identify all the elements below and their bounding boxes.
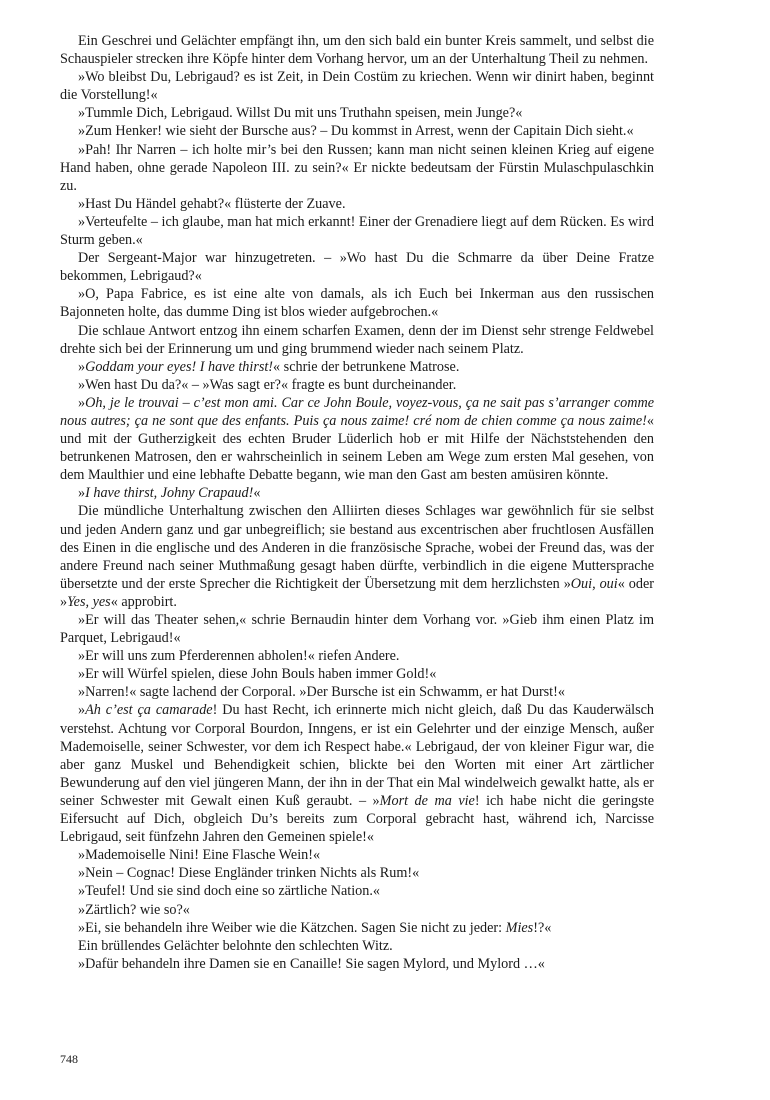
paragraph: [60, 32, 654, 68]
paragraph: [60, 882, 654, 900]
paragraph: [60, 249, 654, 285]
paragraph: [60, 683, 654, 701]
paragraph: [60, 122, 654, 140]
text-run: »Narren!« sagte lachend der Corporal. »Der Bursche ist ein Schwamm, er hat Durst!«: [78, 684, 565, 701]
paragraph: [60, 376, 654, 394]
paragraph: [60, 864, 654, 882]
italic-text: Yes, yes: [67, 593, 111, 610]
text-run: »Hast Du Händel gehabt?« flüsterte der Zuave.: [78, 195, 346, 212]
paragraph: [60, 68, 654, 104]
text-run: »Wen hast Du da?« – »Was sagt er?« fragte es bunt durcheinander.: [78, 376, 457, 393]
italic-text: Oh, je le trouvai – c’est mon ami. Car ce John Boule, voyez-vous, ça ne sait pas s’arranger comme nous autres; ça ne sont que des enfants. Puis ça nous zaime! cré nom de chien comme ça nous zaime!: [60, 394, 654, 429]
paragraph: [60, 213, 654, 249]
text-run: »Tummle Dich, Lebrigaud. Willst Du mit uns Truthahn speisen, mein Junge?«: [78, 105, 523, 122]
paragraph: [60, 141, 654, 195]
body-text: [60, 32, 654, 973]
paragraph: [60, 846, 654, 864]
text-run: »Ei, sie behandeln ihre Weiber wie die Kätzchen. Sagen Sie nicht zu jeder:: [78, 919, 506, 936]
paragraph: [60, 937, 654, 955]
text-run: »Teufel! Und sie sind doch eine so zärtliche Nation.«: [78, 883, 380, 900]
text-run: »Pah! Ihr Narren – ich holte mir’s bei den Russen; kann man nicht seinen kleinen Krieg auf eigene Hand haben, ohne gerade Napoleon III. zu sein?« Er nickte bedeutsam der Fürstin Mulaschpulaschkin zu.: [60, 141, 654, 194]
text-run: »Zärtlich? wie so?«: [78, 901, 190, 918]
text-run: !?«: [533, 919, 552, 936]
italic-text: Ah c’est ça camarade: [85, 702, 213, 719]
paragraph: [60, 611, 654, 647]
paragraph: [60, 901, 654, 919]
paragraph: [60, 502, 654, 611]
text-run: »: [78, 358, 86, 375]
text-run: «: [253, 485, 261, 502]
paragraph: [60, 195, 654, 213]
text-run: »Er will das Theater sehen,« schrie Bernaudin hinter dem Vorhang vor. »Gieb ihm einen Platz im Parquet, Lebrigaud!«: [60, 612, 654, 647]
paragraph: [60, 322, 654, 358]
paragraph: [60, 484, 654, 502]
text-run: »Er will uns zum Pferderennen abholen!« riefen Andere.: [78, 648, 400, 665]
text-run: »Mademoiselle Nini! Eine Flasche Wein!«: [78, 847, 321, 864]
text-run: Der Sergeant-Major war hinzugetreten. – »Wo hast Du die Schmarre da über Deine Fratze bekommen, Lebrigaud?«: [60, 250, 654, 285]
text-run: »Er will Würfel spielen, diese John Bouls haben immer Gold!«: [78, 666, 437, 683]
text-run: « schrie der betrunkene Matrose.: [273, 358, 460, 375]
text-run: « und mit der Gutherzigkeit des echten Bruder Lüderlich hob er mit Hilfe der Nächststehenden den betrunkenen Matrosen, den er wahrscheinlich in seinem Leben am Wege zum ersten Mal gesehen, von dem Maulthier und eine lebhafte Debatte begann, wie man den Gast am besten amüsiren könnte.: [60, 412, 654, 484]
text-run: Ein brüllendes Gelächter belohnte den schlechten Witz.: [78, 937, 393, 954]
italic-text: Oui, oui: [570, 575, 618, 592]
italic-text: I have thirst, Johny Crapaud!: [85, 485, 254, 502]
text-run: »Dafür behandeln ihre Damen sie en Canaille! Sie sagen Mylord, und Mylord …«: [78, 955, 545, 972]
paragraph: [60, 104, 654, 122]
text-run: »: [78, 394, 86, 411]
text-run: ! Du hast Recht, ich erinnerte mich nicht gleich, daß Du das Kauderwälsch verstehst. Achtung vor Corporal Bourdon, Inngens, er ist ein Gelehrter und der einzige Mensch, außer Mademoiselle, seiner Schwester, vor dem ich Respect habe.« Lebrigaud, der von kleiner Figur war, die aber ganz Muskel und Behendigkeit schien, blickte bei den Worten mit einer Art zärtlicher Bewunderung auf den viel jüngeren Mann, der ihn in der That ein Mal windelweich gewalkt hatte, als er seiner Schwester mit Gewalt einen Kuß geraubt. – »: [60, 702, 655, 809]
text-run: »: [78, 485, 86, 502]
text-run: Ein Geschrei und Gelächter empfängt ihn, um den sich bald ein bunter Kreis sammelt, und selbst die Schauspieler strecken ihre Köpfe hinter dem Vorhang hervor, um an der Unterhaltung Theil zu nehmen.: [60, 33, 654, 68]
italic-text: Goddam your eyes! I have thirst!: [85, 358, 274, 375]
paragraph: [60, 394, 654, 484]
text-run: ! ich habe nicht die geringste Eifersucht auf Dich, obgleich Du’s bereits zum Corporal gebracht hast, während ich, Narcisse Lebrigaud, seit fünfzehn Jahren den Gemeinen spiele!«: [60, 792, 654, 846]
text-run: »O, Papa Fabrice, es ist eine alte von damals, als ich Euch bei Inkerman aus den russischen Bajonneten holte, das dumme Ding ist blos wieder aufgebrochen.«: [60, 286, 654, 321]
text-run: »Nein – Cognac! Diese Engländer trinken Nichts als Rum!«: [78, 865, 420, 882]
paragraph: [60, 955, 654, 973]
text-run: « oder »: [60, 575, 654, 610]
text-run: »Zum Henker! wie sieht der Bursche aus? – Du kommst in Arrest, wenn der Capitain Dich sieht.«: [78, 123, 634, 140]
text-run: Die schlaue Antwort entzog ihn einem scharfen Examen, denn der im Dienst sehr strenge Feldwebel drehte sich bei der Erinnerung um und ging brummend wieder nach seinem Platz.: [60, 322, 654, 357]
text-run: Die mündliche Unterhaltung zwischen den Alliirten dieses Schlages war gewöhnlich für sie selbst und jeden Andern ganz und gar unbegreiflich; sie bestand aus excentrischen aber fruchtlosen Ausfällen des Einen in die englische und des Anderen in die französische Sprache, wobei der Freund das, was der andere Freund nach seiner Muthmaßung gesagt haben dürfte, verbindlich in die eigene Muttersprache übersetzte und der erste Sprecher die Richtigkeit der Übersetzung mit dem herzlichsten »: [60, 503, 654, 592]
italic-text: Mort de ma vie: [379, 792, 475, 809]
text-run: »Verteufelte – ich glaube, man hat mich erkannt! Einer der Grenadiere liegt auf dem Rücken. Es wird Sturm geben.«: [60, 213, 654, 249]
text-run: »Wo bleibst Du, Lebrigaud? es ist Zeit, in Dein Costüm zu kriechen. Wenn wir dinirt haben, beginnt die Vorstellung!«: [60, 69, 654, 104]
page-number: 748: [60, 1052, 78, 1066]
paragraph: [60, 701, 654, 846]
paragraph: [60, 285, 654, 321]
italic-text: Mies: [505, 919, 534, 936]
paragraph: [60, 919, 654, 937]
text-run: »: [78, 702, 86, 719]
paragraph: [60, 665, 654, 683]
paragraph: [60, 358, 654, 376]
paragraph: [60, 647, 654, 665]
text-run: « approbirt.: [110, 593, 177, 610]
